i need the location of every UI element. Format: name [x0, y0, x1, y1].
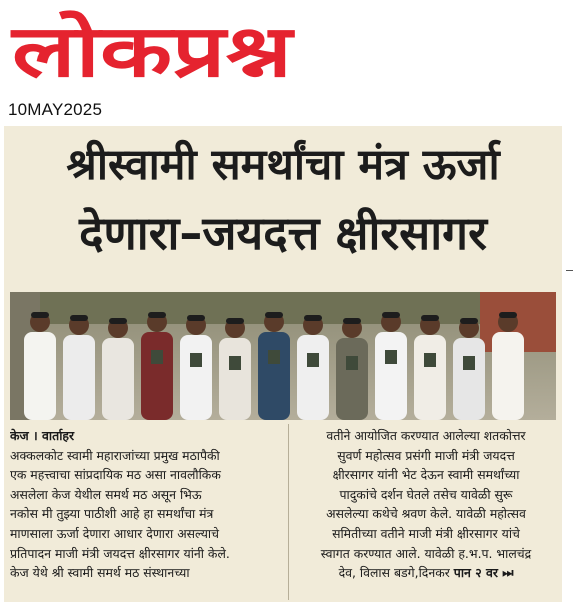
person-figure [336, 338, 368, 420]
book-in-hand [190, 353, 202, 367]
page-edge-mark [566, 270, 573, 271]
person-figure [63, 335, 95, 420]
person-hair [499, 312, 517, 318]
last-line-text: देव, विलास बडगे,दिनकर [338, 565, 450, 581]
fast-forward-icon: ⏭ [502, 565, 514, 581]
column-divider [288, 424, 289, 600]
person-figure [297, 335, 329, 420]
right-column-text [294, 426, 558, 563]
person-figure [24, 332, 56, 420]
article-text-line: वतीने आयोजित करण्यात आलेल्या शतकोत्तर [326, 428, 526, 443]
person-figure [414, 335, 446, 420]
masthead-title: लोकप्रश्न [9, 9, 297, 93]
person-figure [219, 338, 251, 420]
book-in-hand [385, 350, 397, 364]
article-text-line: अक्कलकोट स्वामी महाराजांच्या प्रमुख मठापैकी [10, 447, 220, 463]
article-text-line: नकोस मी तुझ्या पाठीशी आहे हा समर्थांचा मंत्र [10, 506, 214, 522]
book-in-hand [268, 350, 280, 364]
book-in-hand [463, 356, 475, 370]
person-figure [102, 338, 134, 420]
person-hair [421, 315, 439, 321]
group-photo-image [10, 292, 556, 420]
article-text-line: सुवर्ण महोत्सव प्रसंगी माजी मंत्री जयदत्त [337, 447, 515, 463]
article-column-left [10, 426, 284, 583]
person-hair [187, 315, 205, 321]
person-hair [460, 318, 478, 324]
person-figure [453, 338, 485, 420]
person-figure [180, 335, 212, 420]
continued-marker [454, 565, 514, 580]
person-hair [304, 315, 322, 321]
left-column-text [10, 446, 284, 583]
article-text-line: स्वागत करण्यात आले. यावेळी ह.भ.प. भालचंद्र [320, 545, 532, 561]
person-hair [265, 312, 283, 318]
article-text-line: प्रतिपादन माजी मंत्री जयदत्त क्षीरसागर यांनी केले. [10, 545, 230, 561]
continued-text: पान २ वर [453, 565, 498, 581]
person-hair [70, 315, 88, 321]
news-clipping [4, 126, 562, 602]
person-figure [492, 332, 524, 420]
person-figure [141, 332, 173, 420]
headline-line-2: देणारा–जयदत्त क्षीरसागर [79, 206, 487, 260]
person-hair [148, 312, 166, 318]
article-text-line: असलेला केज येथील समर्थ मठ असून भिऊ [10, 486, 202, 502]
person-hair [31, 312, 49, 318]
person-hair [382, 312, 400, 318]
person-hair [343, 318, 361, 324]
article-column-right [294, 426, 558, 583]
article-text-line: असलेल्या कथेचे श्रवण केले. यावेळी महोत्सव [326, 506, 526, 522]
book-in-hand [151, 350, 163, 364]
book-in-hand [229, 356, 241, 370]
article-text-line: एक महत्त्वाचा सांप्रदायिक मठ असा नावलौकिक [10, 467, 221, 483]
book-in-hand [346, 356, 358, 370]
person-hair [226, 318, 244, 324]
article-text-line: माणसाला ऊर्जा देणारा आधार देणारा असल्याचे [10, 525, 219, 541]
article-last-line [294, 563, 558, 583]
edition-date: 10MAY2025 [8, 100, 103, 119]
article-byline: केज । वार्ताहर [10, 428, 75, 443]
news-photo [10, 292, 556, 420]
book-in-hand [424, 353, 436, 367]
person-figure [375, 332, 407, 420]
article-text-line: क्षीरसागर यांनी भेट देऊन स्वामी समर्थांच्या [332, 467, 520, 483]
article-text-line: पादुकांचे दर्शन घेतले तसेच यावेळी सुरू [339, 486, 513, 502]
masthead-logo [8, 2, 298, 100]
article-text-line: केज येथे श्री स्वामी समर्थ मठ संस्थानच्या [10, 565, 190, 581]
person-figure [258, 332, 290, 420]
person-hair [109, 318, 127, 324]
article-text-line: समितीच्या वतीने माजी मंत्री क्षीरसागर यांचे [332, 525, 520, 541]
headline-line-1: श्रीस्वामी समर्थांचा मंत्र ऊर्जा [66, 140, 500, 190]
newspaper-masthead [8, 2, 298, 100]
headline [4, 126, 562, 286]
book-in-hand [307, 353, 319, 367]
